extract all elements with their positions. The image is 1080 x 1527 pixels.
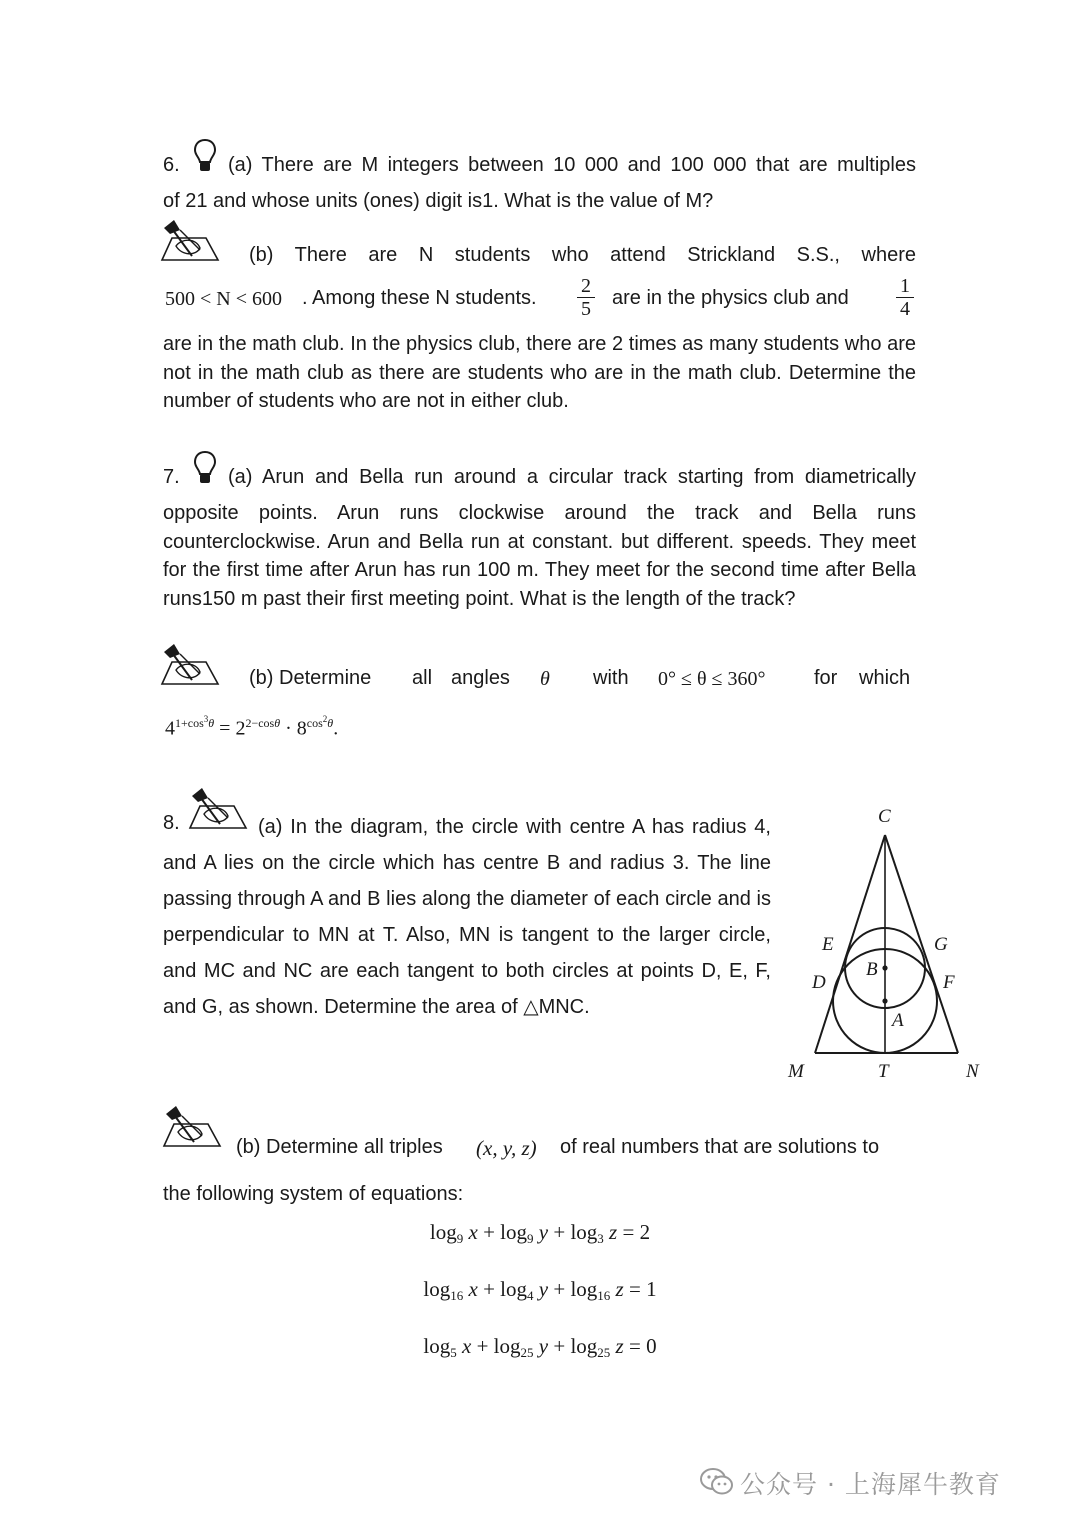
problem-6a-line1: (a) There are M integers between 10 000 and 100 000 that are multiples (228, 154, 916, 176)
label-a: A (892, 1010, 904, 1031)
label-f: F (943, 972, 955, 993)
point-a (882, 998, 887, 1003)
equation-3: $\log_5 x + \log_{25} y + \log_{25} z = 0$ (423, 1334, 657, 1360)
problem-8b-line1-end: of real numbers that are solutions to (560, 1136, 880, 1158)
problem-7b-angles: angles (451, 667, 510, 689)
problem-7b-all: all (412, 667, 433, 689)
fraction-one-quarter: 1 4 (893, 275, 917, 320)
watermark-text: 公众号 · 上海犀牛教育 (740, 1470, 1001, 1499)
problem-8b-line1-start: (b) Determine all triples (236, 1136, 443, 1158)
problem-7a-rest: opposite points. Arun runs clockwise around the track and Bella runs counterclockwise. Arun and Bella run at constant. but different. speeds. They meet for the first time after Arun has run 100 m. They meet for the second time after Bella runs150 m past their first meeting point. What is the length of the track? (163, 502, 916, 610)
problem-7b-range: 0° ≤ θ ≤ 360° (658, 668, 766, 690)
problem-7b-for: for (814, 667, 838, 689)
lightbulb-icon (193, 450, 217, 486)
label-c: C (878, 806, 891, 827)
compass-ruler-icon (162, 1104, 222, 1148)
problem-7b-which: which (859, 667, 911, 689)
problem-8b-line2: the following system of equations: (163, 1183, 464, 1205)
problem-6b-rest: are in the math club. In the physics club, there are 2 times as many students who are not in the math club as there are students who are in the math club. Determine the number of students who are not in either club. (163, 333, 916, 412)
problem-6-number: 6. (163, 154, 180, 176)
compass-ruler-icon (160, 218, 220, 262)
equation-2: $\log_{16} x + \log_4 y + \log_{16} z = 1$ (423, 1277, 657, 1303)
label-g: G (934, 934, 948, 955)
problem-6b-inequality: 500 < N < 600 (165, 288, 283, 310)
label-n: N (966, 1061, 979, 1082)
lightbulb-icon (193, 138, 217, 174)
label-d: D (812, 972, 826, 993)
problem-7-number: 7. (163, 466, 180, 488)
equation-1: $\log_9 x + \log_9 y + \log_3 z = 2$ (429, 1220, 651, 1246)
problem-6b-line2-end: are in the physics club and (612, 287, 849, 309)
problem-8a-text: (a) In the diagram, the circle with centre A has radius 4, and A lies on the circle which has centre B and radius 3. The line passing through A and B lies along the diameter of each circle and is perpendicular to MN at T. Also, MN is tangent to the larger circle, and MC and NC are each tangent to both circles at points D, E, F, and G, as shown. Determine the area of △MNC. (163, 816, 771, 1018)
problem-7a-line1: (a) Arun and Bella run around a circular track starting from diametrically (228, 466, 916, 488)
compass-ruler-icon (160, 642, 220, 686)
problem-6b-line1: (b) There are N students who attend Strickland S.S., where (249, 244, 916, 266)
point-b (882, 965, 887, 970)
wechat-icon (700, 1466, 734, 1498)
problem-7b-determine: (b) Determine (249, 667, 372, 689)
problem-7b-theta: θ (540, 668, 550, 690)
problem-8-number: 8. (163, 812, 180, 834)
label-e: E (822, 934, 834, 955)
label-t: T (878, 1061, 889, 1082)
label-m: M (788, 1061, 804, 1082)
problem-7b-equation: $4^{1+cos^3\theta} = 2^{2-cos\theta} \cdot 8^{cos^2\theta}$. (165, 714, 339, 740)
problem-6a-line2: of 21 and whose units (ones) digit is1. What is the value of M? (163, 190, 714, 212)
triangle-circles-diagram (780, 800, 990, 1090)
problem-7b-with: with (593, 667, 629, 689)
fraction-two-fifths: 2 5 (574, 275, 598, 320)
problem-6b-line2-mid: . Among these N students. (302, 287, 537, 309)
problem-8b-triple: (x, y, z) (476, 1136, 537, 1160)
label-b: B (866, 959, 878, 980)
